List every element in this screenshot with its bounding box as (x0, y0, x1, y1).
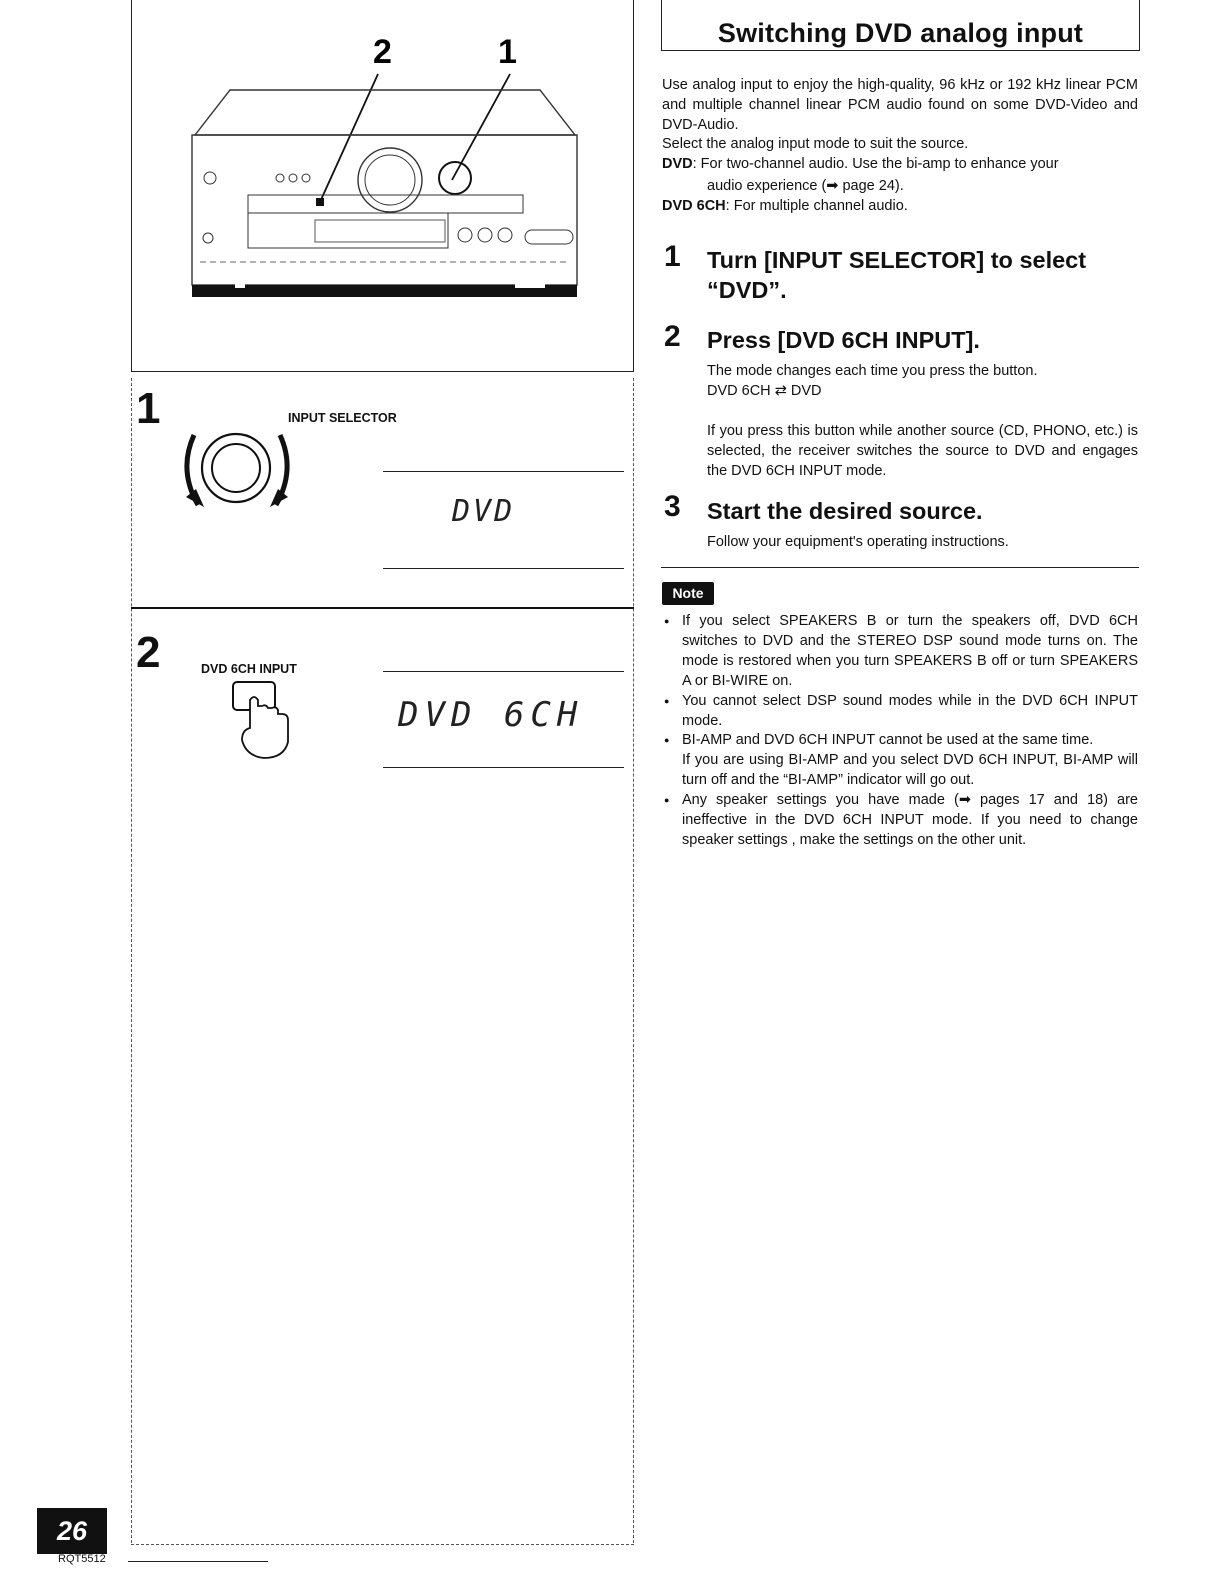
callout-1: 1 (498, 33, 517, 71)
display-readout-dvd-6ch: DVD 6CH (398, 695, 584, 735)
note-badge: Note (662, 582, 714, 605)
bottom-rule (131, 1544, 634, 1545)
dvd6ch-term: DVD 6CH (662, 198, 726, 214)
footer-rule (128, 1561, 268, 1562)
note-item: ● Any speaker settings you have made (➡ pages 17 and 18) are ineffective in the DVD 6CH INPUT mode. If you need to change speaker settings , make the settings on the other unit. (662, 791, 1138, 851)
figure-frame-left (131, 0, 132, 372)
step-1-heading-line-2: “DVD”. (707, 277, 787, 303)
display-top-rule-1 (383, 471, 624, 472)
callout-2: 2 (373, 33, 392, 71)
intro-paragraph: Use analog input to enjoy the high-quality, 96 kHz or 192 kHz linear PCM and multiple channel linear PCM audio found on some DVD-Video and DVD-Audio. (662, 77, 1138, 133)
center-column-rule (633, 378, 634, 1543)
note-divider (661, 567, 1139, 568)
figure-frame-right (633, 0, 634, 372)
model-code: RQT5512 (58, 1553, 106, 1565)
left-column-rule (131, 378, 132, 1543)
notes-list (662, 612, 1138, 851)
intro-mode-text: Select the analog input mode to suit the source. (662, 136, 969, 152)
title-box (661, 0, 1140, 51)
dvd6ch-description: : For multiple channel audio. (725, 198, 908, 214)
step-3-heading: Start the desired source. (707, 498, 983, 524)
step-1-heading-line-1: Turn [INPUT SELECTOR] to select (707, 247, 1087, 273)
intro-dvd-line (662, 155, 1138, 175)
step-1-number: 1 (664, 240, 681, 273)
finger-press-button-icon (228, 678, 298, 763)
left-step-2-number: 2 (136, 628, 161, 677)
input-selector-label: INPUT SELECTOR (288, 411, 397, 425)
step-2-number: 2 (664, 320, 681, 353)
step-2-heading: Press [DVD 6CH INPUT]. (707, 327, 980, 353)
step-2-text-3: If you press this button while another source (CD, PHONO, etc.) is selected, the receiver switches the source to DVD and engages the DVD 6CH INPUT mode. (707, 423, 1138, 479)
step-3-text: Follow your equipment's operating instructions. (707, 534, 1009, 550)
intro-dvd6ch-line (662, 197, 1138, 217)
dvd-term: DVD (662, 156, 693, 172)
display-bottom-rule-1 (383, 568, 624, 569)
display-readout-dvd: DVD (452, 494, 516, 529)
page-title: Switching DVD analog input (717, 18, 1084, 48)
step-3-number: 3 (664, 490, 681, 523)
left-step-1-number: 1 (136, 384, 161, 433)
step-2-text-1: The mode changes each time you press the button. (707, 363, 1038, 379)
page-number: 26 (37, 1508, 107, 1554)
input-selector-knob-icon (176, 425, 306, 515)
display-bottom-rule-2 (383, 767, 624, 768)
step-2-toggle-sequence: DVD 6CH ⇄ DVD (707, 383, 822, 399)
note-item: ● If you select SPEAKERS B or turn the speakers off, DVD 6CH switches to DVD and the STEREO DSP sound mode turns on. The mode is restored when you turn SPEAKERS B off or turn SPEAKERS A or BI-WIRE on. (662, 612, 1138, 692)
note-item: ● You cannot select DSP sound modes while in the DVD 6CH INPUT mode. (662, 692, 1138, 732)
display-top-rule-2 (383, 671, 624, 672)
step-divider (131, 607, 634, 609)
intro-dvd-line-2: audio experience (➡ page 24). (707, 178, 904, 194)
dvd-6ch-input-label: DVD 6CH INPUT (201, 662, 297, 676)
figure-frame-bottom (131, 371, 634, 372)
receiver-illustration (180, 30, 600, 310)
note-item: ● BI-AMP and DVD 6CH INPUT cannot be used at the same time. (662, 731, 1138, 751)
note-continuation-text: If you are using BI-AMP and you select DVD 6CH INPUT, BI-AMP will turn off and the “BI-AMP” indicator will go out. (682, 752, 1138, 789)
note-item-continuation (662, 751, 1138, 791)
dvd-description: : For two-channel audio. Use the bi-amp to enhance your (692, 156, 1059, 172)
